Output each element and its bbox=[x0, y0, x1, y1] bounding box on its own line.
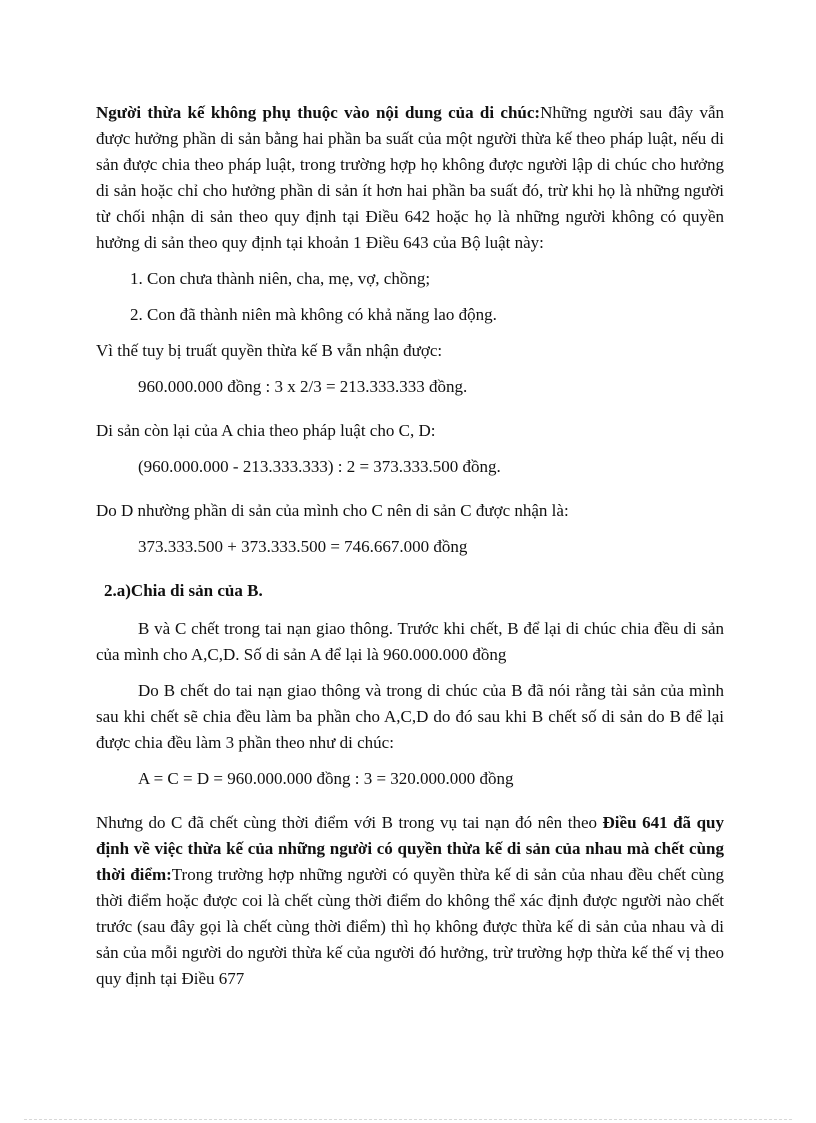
paragraph-text: Những người sau đây vẫn được hưởng phần di sản bằng hai phần ba suất của một người thừa kế theo pháp luật, nếu di sản được chia theo pháp luật, trong trường hợp họ không được người lập di chúc cho hưởng di sản hoặc chỉ cho hưởng phần di sản ít hơn hai phần ba suất đó, trừ khi họ là những người từ chối nhận di sản theo quy định tại Điều 642 hoặc họ là những người không có quyền hưởng di sản theo quy định tại khoản 1 Điều 643 của Bộ luật này: bbox=[96, 103, 725, 252]
paragraph-text: Trong trường hợp những người có quyền thừa kế di sản của nhau đều chết cùng thời điểm hoặc được coi là chết cùng thời điểm do không thể xác định được người nào chết trước (sau đây gọi là chết cùng thời điểm) thì họ không được thừa kế di sản của nhau và di sản của mỗi người do người thừa kế của người đó hưởng, trừ trường hợp thừa kế thế vị theo quy định tại Điều 677 bbox=[96, 865, 724, 988]
bold-lead: Người thừa kế không phụ thuộc vào nội dung của di chúc: bbox=[96, 103, 541, 122]
paragraph-accident: B và C chết trong tai nạn giao thông. Trước khi chết, B để lại di chúc chia đều di sản của mình cho A,C,D. Số di sản A để lại là 960.000.000 đồng bbox=[96, 619, 724, 664]
calculation-c-total: 373.333.500 + 373.333.500 = 746.667.000 đồng bbox=[138, 537, 468, 556]
paragraph-remaining-estate: Di sản còn lại của A chia theo pháp luật cho C, D: bbox=[96, 421, 436, 440]
calculation-c-d-share: (960.000.000 - 213.333.333) : 2 = 373.333.500 đồng. bbox=[138, 457, 501, 476]
list-item: 2. Con đã thành niên mà không có khả năng lao động. bbox=[130, 305, 497, 324]
paragraph-text: Nhưng do C đã chết cùng thời điểm với B trong vụ tai nạn đó nên theo bbox=[96, 813, 603, 832]
calculation-b-share: 960.000.000 đồng : 3 x 2/3 = 213.333.333 đồng. bbox=[138, 377, 468, 396]
document-body bbox=[96, 100, 724, 1002]
paragraph-non-dependent-heirs bbox=[96, 100, 724, 256]
calculation-equal-split: A = C = D = 960.000.000 đồng : 3 = 320.000.000 đồng bbox=[138, 769, 514, 788]
paragraph-d-transfers: Do D nhường phần di sản của mình cho C nên di sản C được nhận là: bbox=[96, 501, 569, 520]
section-heading: 2.a)Chia di sản của B. bbox=[104, 581, 263, 600]
paragraph-will-division: Do B chết do tai nạn giao thông và trong di chúc của B đã nói rằng tài sản của mình sau khi chết sẽ chia đều làm ba phần cho A,C,D do đó sau khi B chết số di sản do B để lại được chia đều làm 3 phần theo như di chúc: bbox=[96, 681, 724, 752]
paragraph-b-receives: Vì thế tuy bị truất quyền thừa kế B vẫn nhận được: bbox=[96, 341, 443, 360]
bold-article-reference: Điều 641 đã quy định về việc thừa kế của những người có quyền thừa kế di sản của nhau mà chết cùng thời điểm: bbox=[96, 813, 724, 884]
list-item: 1. Con chưa thành niên, cha, mẹ, vợ, chồng; bbox=[130, 269, 431, 288]
page-bottom-divider bbox=[24, 1119, 792, 1120]
paragraph-article-641 bbox=[96, 810, 724, 992]
